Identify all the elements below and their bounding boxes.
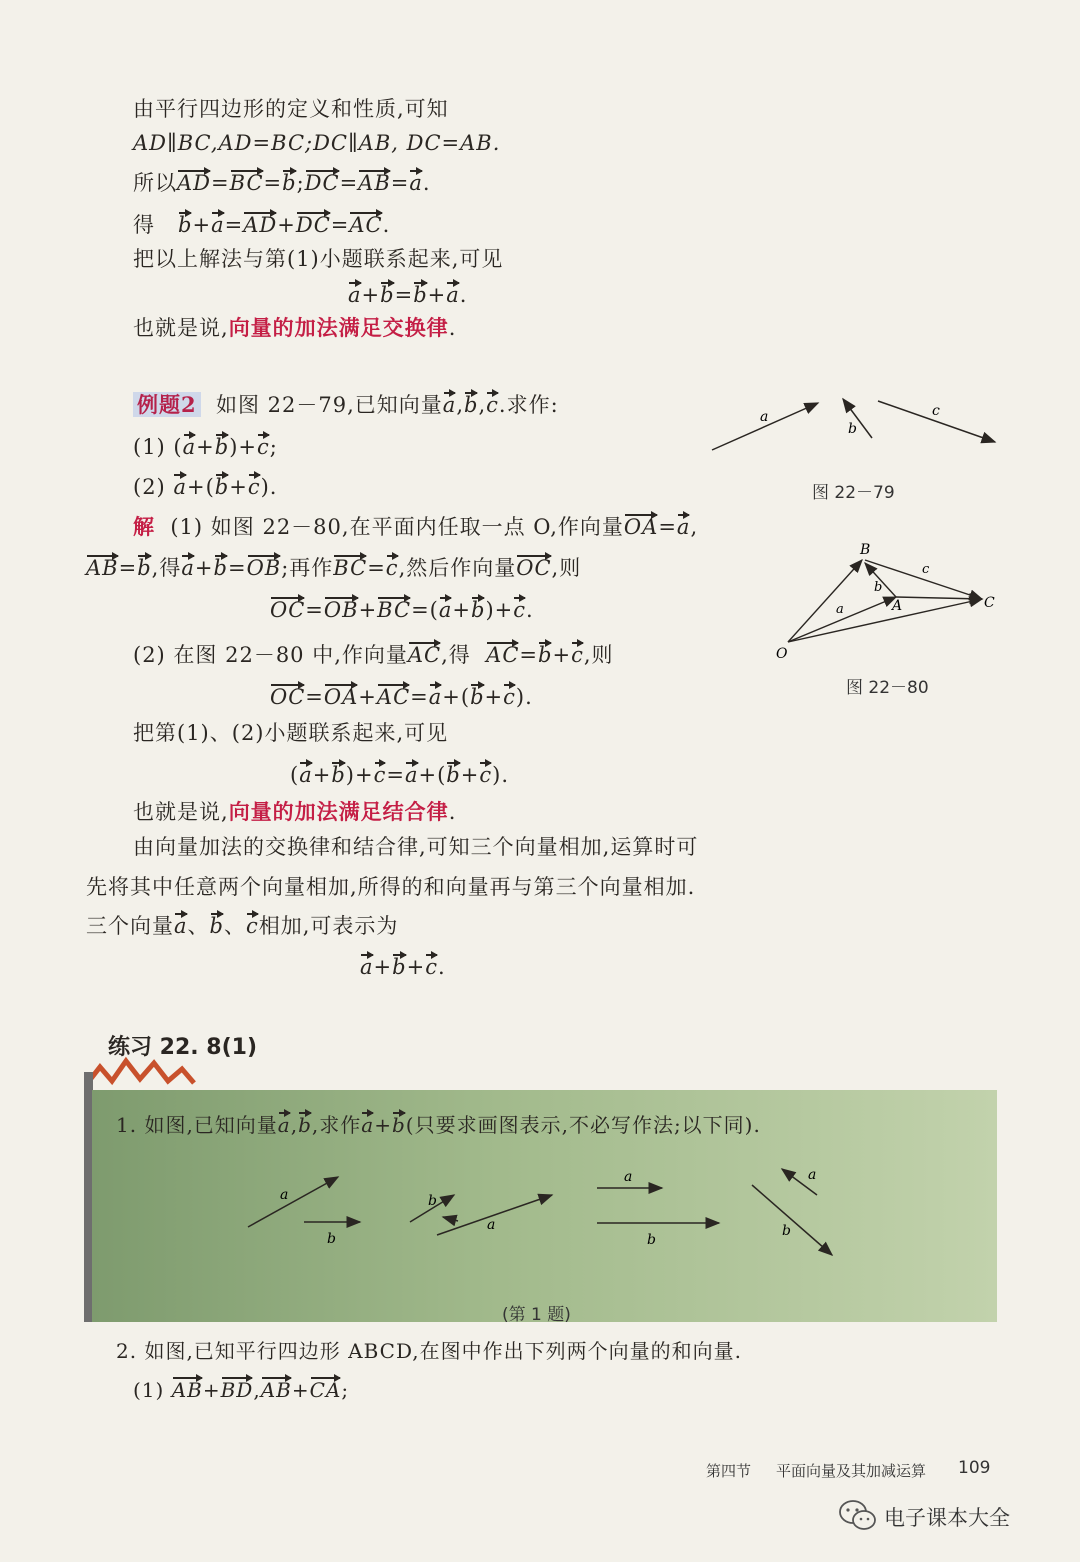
svg-text:b: b xyxy=(647,1232,656,1248)
text-line-7: 也就是说,向量的加法满足交换律. xyxy=(133,315,457,340)
svg-text:a: a xyxy=(280,1187,289,1203)
solution-line-8: 也就是说,向量的加法满足结合律. xyxy=(133,799,457,824)
watermark-text: 电子课本大全 xyxy=(884,1506,1010,1530)
svg-text:a: a xyxy=(808,1167,817,1183)
svg-text:a: a xyxy=(624,1169,633,1185)
point-A: A xyxy=(892,598,903,614)
label-b: b xyxy=(848,421,857,437)
text-line-1: 由平行四边形的定义和性质,可知 xyxy=(133,97,449,121)
point-O: O xyxy=(776,646,788,662)
pair-3 xyxy=(597,1169,719,1248)
footer-section: 第四节 xyxy=(706,1462,752,1480)
svg-text:b: b xyxy=(428,1193,437,1209)
label-a: a xyxy=(836,602,844,617)
footer-title: 平面向量及其加减运算 xyxy=(776,1462,927,1480)
point-C: C xyxy=(984,595,995,611)
paragraph-line-3: 三个向量a、b、c相加,可表示为 xyxy=(86,911,398,941)
svg-text:a: a xyxy=(487,1217,496,1233)
text-line-2: AD∥BC,AD=BC;DC∥AB, DC=AB. xyxy=(133,131,501,155)
question-1-caption: (第 1 题) xyxy=(502,1305,571,1325)
solution-line-1: 解 (1) 如图 22－80,在平面内任取一点 O,作向量OA=a, xyxy=(133,512,698,542)
svg-text:b: b xyxy=(327,1231,336,1247)
practice-box xyxy=(92,1090,997,1325)
text-line-4: 得 b+a=AD+DC=AC. xyxy=(133,210,390,240)
figure-22-80 xyxy=(770,540,1010,665)
figure-22-80-caption: 图 22－80 xyxy=(846,678,929,698)
figure-22-79-caption: 图 22－79 xyxy=(812,483,895,503)
text-line-3: 所以AD=BC=b;DC=AB=a. xyxy=(133,168,431,198)
question-1-figures xyxy=(232,1165,852,1270)
example-tag: 例题2 xyxy=(133,392,201,417)
question-2-sub-1: (1) AB+BD,AB+CA; xyxy=(133,1375,349,1405)
label-a: a xyxy=(760,409,769,425)
label-c: c xyxy=(922,562,930,577)
solution-tag: 解 xyxy=(133,514,155,539)
commutative-formula: a+b=b+a. xyxy=(348,280,467,310)
associative-formula: (a+b)+c=a+(b+c). xyxy=(290,760,509,790)
vector-OB xyxy=(788,560,862,642)
solution-line-2: AB=b,得a+b=OB;再作BC=c,然后作向量OC,则 xyxy=(86,553,581,583)
practice-heading: 练习 22. 8(1) xyxy=(108,1035,258,1060)
practice-zigzag-decoration xyxy=(86,1055,196,1090)
example-q2: (2) a+(b+c). xyxy=(133,472,277,502)
solution-formula-1: OC=OB+BC=(a+b)+c. xyxy=(270,595,534,625)
example-2-line: 例题2 如图 22－79,已知向量a,b,c.求作: xyxy=(133,390,559,420)
solution-line-6: 把第(1)、(2)小题联系起来,可见 xyxy=(133,721,449,745)
solution-line-4: (2) 在图 22－80 中,作向量AC,得 AC=b+c,则 xyxy=(133,640,614,670)
question-1: 1. 如图,已知向量a,b,求作a+b(只要求画图表示,不必写作法;以下同). xyxy=(116,1110,761,1140)
question-2: 2. 如图,已知平行四边形 ABCD,在图中作出下列两个向量的和向量. xyxy=(116,1339,743,1363)
svg-text:b: b xyxy=(782,1223,791,1239)
paragraph-line-2: 先将其中任意两个向量相加,所得的和向量再与第三个向量相加. xyxy=(86,875,696,899)
pair-1 xyxy=(248,1177,360,1247)
pair-4 xyxy=(752,1167,832,1255)
example-q1: (1) (a+b)+c; xyxy=(133,432,278,462)
point-B: B xyxy=(860,542,871,558)
wechat-logo-icon xyxy=(838,1498,878,1534)
pair-2 xyxy=(410,1193,552,1235)
label-c: c xyxy=(932,403,940,419)
figure-22-79 xyxy=(700,385,1010,465)
vector-OC xyxy=(788,599,982,642)
page-number: 109 xyxy=(958,1458,991,1478)
text-line-5: 把以上解法与第(1)小题联系起来,可见 xyxy=(133,247,504,271)
solution-formula-2: OC=OA+AC=a+(b+c). xyxy=(270,682,533,712)
vector-AC xyxy=(896,597,982,599)
paragraph-line-1: 由向量加法的交换律和结合律,可知三个向量相加,运算时可 xyxy=(133,835,699,859)
label-b: b xyxy=(874,580,883,595)
sum-formula: a+b+c. xyxy=(360,952,446,982)
